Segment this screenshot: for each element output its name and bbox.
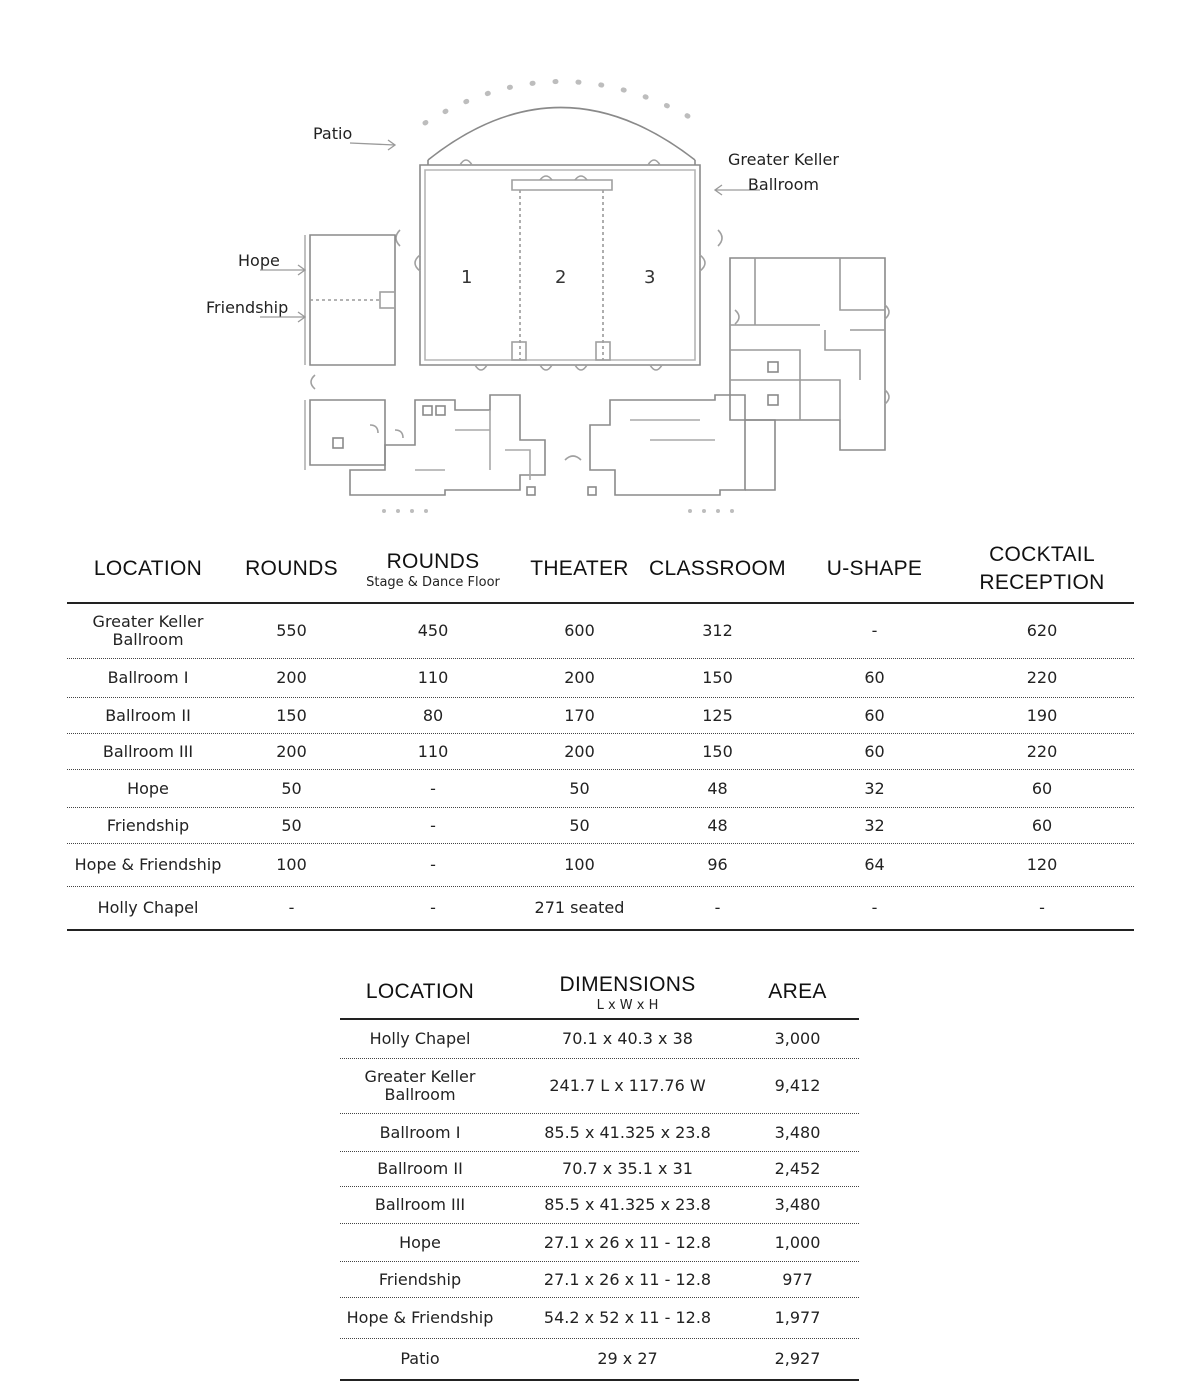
capacity-header-4 bbox=[645, 535, 790, 602]
capacity-cell: 600 bbox=[564, 621, 595, 640]
capacity-cell: 220 bbox=[1026, 741, 1058, 761]
friendship-label: Friendship bbox=[206, 298, 289, 317]
capacity-header-sublabel: Stage & Dance Floor bbox=[366, 574, 500, 590]
capacity-cell: 170 bbox=[564, 705, 595, 725]
greater-keller-ballroom-label: Greater Keller Ballroom bbox=[728, 150, 839, 194]
capacity-cell: 150 bbox=[702, 741, 733, 761]
dimensions-cell: Hope & Friendship bbox=[346, 1308, 494, 1327]
capacity-cell: - bbox=[1039, 898, 1045, 917]
dimensions-cell: Hope bbox=[399, 1232, 441, 1252]
dimensions-cell: Friendship bbox=[378, 1269, 462, 1289]
dimensions-header-sublabel: L x W x H bbox=[596, 997, 659, 1013]
capacity-row bbox=[67, 604, 1134, 659]
capacity-cell: 50 bbox=[569, 815, 590, 835]
dimensions-row bbox=[340, 1262, 859, 1298]
capacity-header-label: COCKTAIL RECEPTION bbox=[979, 542, 1105, 594]
capacity-header-5 bbox=[807, 535, 942, 602]
ballroom-outline bbox=[420, 165, 700, 365]
hope-label: Hope bbox=[238, 251, 280, 270]
floor-plan bbox=[0, 0, 1200, 530]
dimensions-header-label: DIMENSIONS bbox=[559, 972, 696, 996]
dimensions-cell: 85.5 x 41.325 x 23.8 bbox=[544, 1122, 711, 1142]
dimensions-cell: Greater Keller Ballroom bbox=[364, 1067, 476, 1104]
capacity-cell: 220 bbox=[1026, 668, 1058, 687]
capacity-cell: 32 bbox=[864, 778, 885, 798]
dimensions-row bbox=[340, 1020, 859, 1059]
capacity-row bbox=[67, 734, 1134, 770]
dimensions-row bbox=[340, 1187, 859, 1224]
patio-label: Patio bbox=[313, 124, 353, 143]
dimensions-cell: Patio bbox=[400, 1349, 440, 1368]
capacity-cell: 200 bbox=[564, 741, 595, 761]
capacity-row bbox=[67, 844, 1134, 887]
capacity-row bbox=[67, 887, 1134, 931]
east-wing-outline bbox=[730, 258, 885, 450]
capacity-header-2 bbox=[354, 535, 512, 602]
dimensions-cell: Ballroom III bbox=[374, 1195, 466, 1214]
dimensions-cell: 70.7 x 35.1 x 31 bbox=[562, 1159, 693, 1178]
dimensions-header-1 bbox=[525, 965, 730, 1018]
dimensions-cell: 29 x 27 bbox=[597, 1349, 658, 1368]
capacity-cell: Friendship bbox=[106, 815, 190, 835]
capacity-cell: - bbox=[871, 621, 878, 640]
capacity-cell: 100 bbox=[276, 855, 307, 874]
dimensions-cell: 85.5 x 41.325 x 23.8 bbox=[544, 1195, 711, 1214]
capacity-cell: Hope & Friendship bbox=[74, 855, 222, 874]
dimensions-cell: 54.2 x 52 x 11 - 12.8 bbox=[543, 1308, 712, 1327]
capacity-header-label: U-SHAPE bbox=[826, 556, 923, 580]
room-number-3: 3 bbox=[644, 267, 656, 288]
dimensions-row bbox=[340, 1339, 859, 1381]
capacity-row bbox=[67, 659, 1134, 698]
capacity-cell: Ballroom III bbox=[102, 741, 194, 761]
dimensions-cell: 2,927 bbox=[774, 1349, 821, 1368]
capacity-header-label: ROUNDS bbox=[245, 556, 338, 580]
capacity-cell: 200 bbox=[276, 741, 307, 761]
capacity-cell: 110 bbox=[417, 741, 449, 761]
room-number-1: 1 bbox=[461, 267, 473, 288]
capacity-row bbox=[67, 698, 1134, 734]
capacity-cell: 120 bbox=[1026, 855, 1058, 874]
label-arrows bbox=[260, 140, 760, 322]
capacity-cell: 150 bbox=[702, 668, 733, 687]
capacity-cell: 450 bbox=[417, 621, 449, 640]
dimensions-cell: 977 bbox=[782, 1269, 813, 1289]
capacity-cell: 60 bbox=[1031, 815, 1053, 835]
dimensions-cell: Holly Chapel bbox=[369, 1029, 471, 1048]
capacity-cell: - bbox=[430, 855, 436, 874]
capacity-header-label: LOCATION bbox=[93, 556, 203, 580]
dimensions-header-0 bbox=[340, 965, 500, 1018]
capacity-cell: 271 seated bbox=[534, 898, 625, 917]
dimensions-table-header bbox=[340, 965, 859, 1020]
capacity-cell: 60 bbox=[864, 705, 885, 725]
capacity-cell: Ballroom II bbox=[105, 705, 191, 725]
capacity-cell: 150 bbox=[276, 705, 307, 725]
dimensions-cell: 27.1 x 26 x 11 - 12.8 bbox=[543, 1269, 712, 1289]
capacity-cell: 60 bbox=[1031, 778, 1053, 798]
capacity-header-1 bbox=[239, 535, 344, 602]
capacity-header-3 bbox=[522, 535, 637, 602]
dimensions-cell: 27.1 x 26 x 11 - 12.8 bbox=[543, 1232, 712, 1252]
dimensions-cell: 3,480 bbox=[774, 1195, 821, 1214]
capacity-header-6 bbox=[962, 535, 1122, 602]
capacity-row bbox=[67, 770, 1134, 808]
dimensions-table bbox=[340, 965, 859, 1381]
dimensions-table-body bbox=[340, 1020, 859, 1381]
capacity-cell: - bbox=[288, 898, 295, 917]
dimensions-cell: 1,977 bbox=[774, 1308, 821, 1327]
capacity-cell: 60 bbox=[864, 741, 885, 761]
floor-plan-drawing bbox=[0, 0, 1200, 530]
dimensions-header-label: AREA bbox=[768, 979, 827, 1003]
dimensions-cell: 241.7 L x 117.76 W bbox=[549, 1076, 706, 1095]
capacity-cell: 48 bbox=[707, 778, 728, 798]
room-number-2: 2 bbox=[555, 267, 567, 288]
capacity-cell: 200 bbox=[276, 668, 307, 687]
dimensions-cell: 70.1 x 40.3 x 38 bbox=[562, 1029, 693, 1048]
capacity-cell: 50 bbox=[281, 778, 302, 798]
capacity-cell: Holly Chapel bbox=[97, 898, 199, 917]
dimensions-row bbox=[340, 1114, 859, 1152]
capacity-cell: - bbox=[430, 898, 436, 917]
capacity-cell: 190 bbox=[1026, 705, 1058, 725]
patio-arc bbox=[428, 108, 695, 161]
dimensions-cell: 3,000 bbox=[774, 1029, 821, 1048]
capacity-cell: 64 bbox=[864, 855, 885, 874]
dimensions-row bbox=[340, 1059, 859, 1114]
capacity-cell: Ballroom I bbox=[107, 668, 189, 687]
capacity-table-body bbox=[67, 604, 1134, 931]
capacity-cell: Greater Keller Ballroom bbox=[92, 612, 204, 649]
dimensions-header-2 bbox=[745, 965, 850, 1018]
capacity-cell: 32 bbox=[864, 815, 885, 835]
dimensions-cell: 2,452 bbox=[774, 1159, 821, 1178]
capacity-cell: - bbox=[430, 778, 436, 798]
capacity-cell: 312 bbox=[702, 621, 733, 640]
dimensions-cell: Ballroom I bbox=[379, 1122, 461, 1142]
capacity-header-label: THEATER bbox=[530, 556, 629, 580]
dimensions-header-label: LOCATION bbox=[365, 979, 475, 1003]
capacity-cell: - bbox=[714, 898, 721, 917]
capacity-header-label: CLASSROOM bbox=[649, 556, 786, 580]
capacity-header-label: ROUNDS bbox=[386, 549, 480, 573]
dimensions-cell: 3,480 bbox=[774, 1122, 821, 1142]
capacity-cell: 110 bbox=[417, 668, 449, 687]
capacity-cell: - bbox=[871, 898, 878, 917]
capacity-cell: 48 bbox=[707, 815, 728, 835]
capacity-cell: 96 bbox=[707, 855, 728, 874]
capacity-header-0 bbox=[67, 535, 229, 602]
capacity-cell: 50 bbox=[281, 815, 302, 835]
capacity-cell: 100 bbox=[564, 855, 595, 874]
dimensions-row bbox=[340, 1152, 859, 1187]
patio-dots bbox=[425, 82, 700, 124]
capacity-cell: 60 bbox=[864, 668, 885, 687]
capacity-cell: 620 bbox=[1026, 621, 1058, 640]
dimensions-cell: Ballroom II bbox=[377, 1159, 463, 1178]
capacity-cell: 50 bbox=[569, 778, 590, 798]
dimensions-cell: 1,000 bbox=[774, 1232, 821, 1252]
capacity-table bbox=[67, 535, 1134, 931]
capacity-cell: 125 bbox=[702, 705, 733, 725]
capacity-cell: 200 bbox=[564, 668, 595, 687]
capacity-table-header bbox=[67, 535, 1134, 604]
capacity-cell: 550 bbox=[276, 621, 307, 640]
capacity-cell: Hope bbox=[127, 778, 169, 798]
capacity-row bbox=[67, 808, 1134, 844]
dimensions-row bbox=[340, 1298, 859, 1339]
dimensions-row bbox=[340, 1224, 859, 1262]
capacity-cell: - bbox=[430, 815, 436, 835]
dimensions-cell: 9,412 bbox=[774, 1076, 821, 1095]
capacity-cell: 80 bbox=[422, 705, 444, 725]
